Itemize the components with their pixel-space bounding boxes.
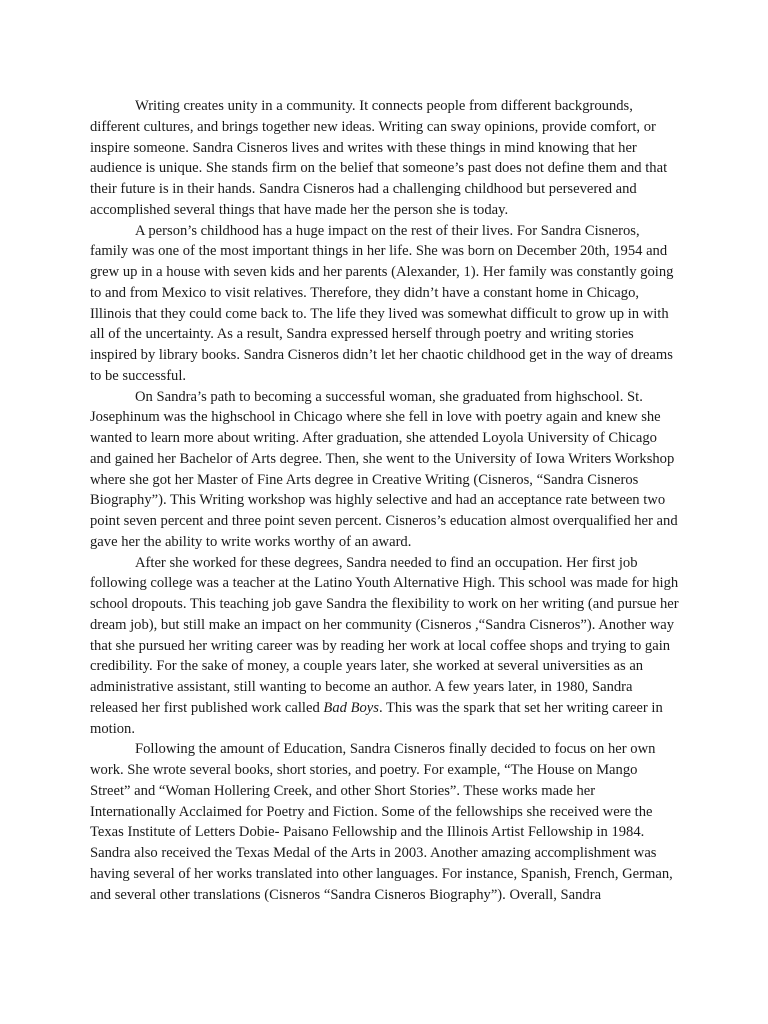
paragraph-education: On Sandra’s path to becoming a successful woman, she graduated from highschool. St. Josephinum was the highschool in Chicago where she fell in love with poetry again and knew she wanted to learn more about writing. After graduation, she attended Loyola University of Chicago and gained her Bachelor of Arts degree. Then, she went to the University of Iowa Writers Workshop where she got her Master of Fine Arts degree in Creative Writing (Cisneros, “Sandra Cisneros Biography”). This Writing workshop was highly selective and had an acceptance rate between two point seven percent and three point seven percent. Cisneros’s education almost overqualified her and gave her the ability to write works worthy of an award. — [90, 388, 678, 550]
paragraph-career — [90, 553, 680, 740]
career-text-before-title: After she worked for these degrees, Sandra needed to find an occupation. Her first job following college was a teacher at the Latino Youth Alternative High. This school was made for high school dropouts. This teaching job gave Sandra the flexibility to work on her writing (and pursue her dream job), but still make an impact on her community (Cisneros ,“Sandra Cisneros”). Another way that she pursued her writing career was by reading her work at local coffee shops and trying to gain credibility. For the sake of money, a couple years later, she worked at several universities as an administrative assistant, still wanting to become an author. A few years later, in 1980, Sandra released her first published work called — [90, 554, 679, 716]
career-text-after-title: . This was the spark that set her writing career in motion. — [90, 699, 663, 737]
paragraph-childhood: A person’s childhood has a huge impact on the rest of their lives. For Sandra Cisneros, family was one of the most important things in her life. She was born on December 20th, 1954 and grew up in a house with seven kids and her parents (Alexander, 1). Her family was constantly going to and from Mexico to visit relatives. Therefore, they didn’t have a constant home in Chicago, Illinois that they could come back to. The life they lived was somewhat difficult to grow up in with all of the uncertainty. As a result, Sandra expressed herself through poetry and writing stories inspired by library books. Sandra Cisneros didn’t let her chaotic childhood get in the way of dreams to be successful. — [90, 222, 674, 384]
book-title-bad-boys: Bad Boys — [323, 699, 379, 716]
paragraph-intro: Writing creates unity in a community. It connects people from different backgrounds, different cultures, and brings together new ideas. Writing can sway opinions, provide comfort, or inspire someone. Sandra Cisneros lives and writes with these things in mind knowing that her audience is unique. She stands firm on the belief that someone’s past does not define them and that their future is in their hands. Sandra Cisneros had a challenging childhood but persevered and accomplished several things that have made her the person she is today. — [90, 98, 668, 218]
paragraph-works: Following the amount of Education, Sandra Cisneros finally decided to focus on her own work. She wrote several books, short stories, and poetry. For example, “The House on Mango Street” and “Woman Hollering Creek, and other Short Stories”. These works made her Internationally Acclaimed for Poetry and Fiction. Some of the fellowships she received were the Texas Institute of Letters Dobie- Paisano Fellowship and the Illinois Artist Fellowship in 1984. Sandra also received the Texas Medal of the Arts in 2003. Another amazing accomplishment was having several of her works translated into other languages. For instance, Spanish, French, German, and several other translations (Cisneros “Sandra Cisneros Biography”). Overall, Sandra — [90, 741, 673, 903]
document-page — [90, 96, 680, 905]
